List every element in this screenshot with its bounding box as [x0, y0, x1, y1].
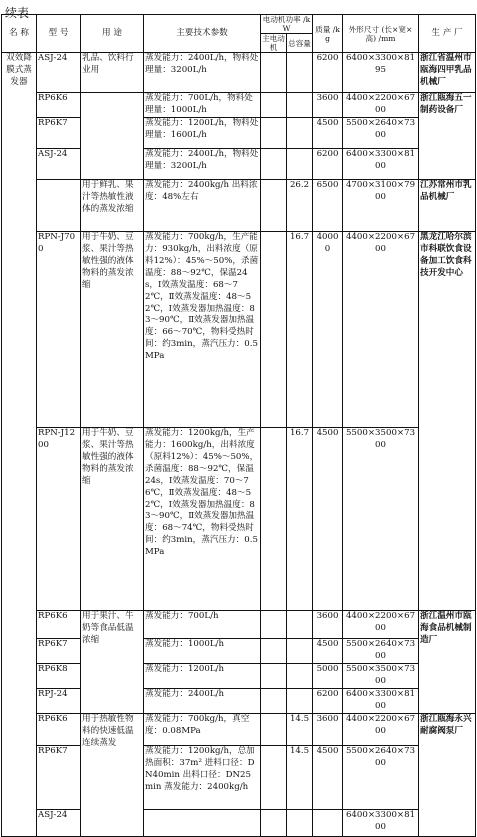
power-main-cell	[261, 689, 287, 714]
model-cell: RP6K7	[37, 118, 81, 149]
power-total-cell	[287, 53, 313, 93]
model-cell: ASJ-24	[37, 149, 81, 180]
dims-cell: 4400×2200×6700	[343, 93, 419, 118]
power-main-cell	[261, 53, 287, 93]
use-cell: 用于果汁、牛奶等食品低温浓缩	[81, 611, 144, 714]
params-cell: 蒸发能力：700L/h，物料处理量：1000L/h	[144, 93, 261, 118]
product-name-cell: 双效降膜式蒸发器	[2, 53, 37, 837]
model-cell: RP6K6	[37, 714, 81, 746]
model-cell	[37, 180, 81, 232]
model-cell: RP6K7	[37, 639, 81, 664]
spec-table	[1, 14, 476, 837]
power-main-cell	[261, 746, 287, 810]
params-cell: 蒸发能力：700L/h	[144, 611, 261, 639]
model-cell: ASJ-24	[37, 53, 81, 93]
table-row	[2, 746, 476, 810]
mass-cell: 4500	[313, 746, 343, 810]
table-row	[2, 118, 476, 149]
dims-cell: 6400×3300×8100	[343, 689, 419, 714]
dims-cell: 4400×2200×6700	[343, 714, 419, 746]
power-total-cell: 16.7	[287, 428, 313, 611]
params-cell	[144, 810, 261, 837]
params-cell: 蒸发能力：1200L/h，物料处理量：1600L/h	[144, 118, 261, 149]
header-power-main: 主电动机	[262, 34, 285, 53]
mass-cell: 3600	[313, 93, 343, 118]
params-cell: 蒸发能力：2400L/h，物料处理量：3200L/h	[144, 149, 261, 180]
table-body	[2, 53, 476, 837]
header-power-total: 总容量	[287, 34, 313, 53]
maker-cell: 黑龙江哈尔滨市科联饮食设备加工饮食科技开发中心	[419, 232, 476, 611]
dims-cell: 5500×3500×7300	[343, 428, 419, 611]
mass-cell: 6200	[313, 149, 343, 180]
params-cell: 蒸发能力：1200L/h	[144, 664, 261, 689]
power-main-cell	[261, 428, 287, 611]
power-total-cell	[287, 639, 313, 664]
table-row	[2, 428, 476, 611]
header-mass: 质量 /kg	[313, 15, 343, 53]
power-total-cell	[287, 611, 313, 639]
maker-cell: 浙江省温州市瓯海四甲乳品机械厂	[419, 53, 476, 93]
power-main-cell	[261, 810, 287, 837]
power-main-cell	[261, 149, 287, 180]
dims-cell: 6400×3300×8100	[343, 810, 419, 837]
dims-cell: 5500×2640×7300	[343, 639, 419, 664]
table-row	[2, 149, 476, 180]
use-cell: 用于牛奶、豆浆、果汁等热敏性强的液体物料的蒸发浓缩	[81, 428, 144, 611]
dims-cell: 5500×2640×7300	[343, 746, 419, 810]
mass-cell: 4500	[313, 428, 343, 611]
power-total-cell: 14.5	[287, 714, 313, 746]
power-main-cell	[261, 93, 287, 118]
model-cell: RP6K6	[37, 611, 81, 639]
mass-cell: 4500	[313, 118, 343, 149]
table-row	[2, 714, 476, 746]
dims-cell: 4400×2200×6700	[343, 232, 419, 428]
params-cell: 蒸发能力：700kg/h，生产能力：930kg/h，出料浓度（原料12%）：45%～50%，杀菌温度：88～92℃，保温24s，Ⅰ效蒸发温度：68～72℃，Ⅱ效蒸发温度：48～52℃，Ⅰ效蒸发器加热温度：83～90℃，Ⅱ效蒸发器加热温度：66～70℃，物料受热时间：约3min，蒸汽压力：0.5MPa	[144, 232, 261, 428]
params-cell: 蒸发能力：1200kg/h，生产能力：1600kg/h，出料浓度（原料12%）：45%～50%，杀菌温度：88～92℃，保温24s，Ⅰ效蒸发温度：70～76℃，Ⅱ效蒸发温度：48～52℃，Ⅰ效蒸发器加热温度：83～90℃，Ⅱ效蒸发器加热温度：68～74℃，物料受热时间：约3min，蒸汽压力：0.5MPa	[144, 428, 261, 611]
use-cell: 乳品、饮料行业用	[81, 53, 144, 93]
power-total-cell	[287, 93, 313, 118]
power-main-cell	[261, 118, 287, 149]
mass-cell: 6200	[313, 53, 343, 93]
power-total-cell	[287, 810, 313, 837]
model-cell: RPJ-24	[37, 689, 81, 714]
params-cell: 蒸发能力：2400L/h	[144, 689, 261, 714]
table-row	[2, 689, 476, 714]
maker-cell: 浙江瓯海五一制药设备厂	[419, 93, 476, 180]
maker-cell: 浙江瓯海永兴耐腐阀泵厂	[419, 714, 476, 837]
table-row	[2, 93, 476, 118]
use-cell: 用于热敏性物料的快速低温连续蒸发	[81, 714, 144, 837]
table-row	[2, 611, 476, 639]
dims-cell: 5500×2640×7300	[343, 118, 419, 149]
maker-cell: 浙江温州市瓯海食品机械制造厂	[419, 611, 476, 714]
mass-cell: 5000	[313, 664, 343, 689]
model-cell: RP6K7	[37, 746, 81, 810]
table-row	[2, 639, 476, 664]
mass-cell: 6200	[313, 689, 343, 714]
power-total-cell	[287, 118, 313, 149]
power-total-cell: 14.5	[287, 746, 313, 810]
mass-cell: 3600	[313, 611, 343, 639]
dims-cell: 5500×3500×7300	[343, 664, 419, 689]
dims-cell: 6400×3300×8195	[343, 53, 419, 93]
params-cell: 蒸发能力：1200kg/h，总加热面积：37m² 进料口径：DN40min 出料口径：DN25min 蒸发能力：2400kg/h	[144, 746, 261, 810]
power-main-cell	[261, 611, 287, 639]
mass-cell: 3600	[313, 714, 343, 746]
power-total-cell: 26.2	[287, 180, 313, 232]
mass-cell: 6500	[313, 180, 343, 232]
use-cell: 用于鲜乳、果汁等热敏性液体的蒸发浓缩	[81, 180, 144, 232]
maker-cell: 江苏常州市乳品机械厂	[419, 180, 476, 232]
power-main-cell	[261, 639, 287, 664]
mass-cell: 40000	[313, 232, 343, 428]
header-power: 电动机功率 /kW	[261, 15, 313, 34]
mass-cell	[313, 810, 343, 837]
mass-cell: 4500	[313, 639, 343, 664]
model-cell: ASJ-24	[37, 810, 81, 837]
power-main-cell	[261, 180, 287, 232]
params-cell: 蒸发能力：700kg/h，真空度：0.08MPa	[144, 714, 261, 746]
header-maker: 生 产 厂	[419, 15, 476, 53]
table-row	[2, 232, 476, 428]
power-total-cell	[287, 664, 313, 689]
model-cell: RP6K6	[37, 93, 81, 118]
header-params: 主要技术参数	[144, 15, 261, 53]
table-row	[2, 180, 476, 232]
model-cell: RPN-J700	[37, 232, 81, 428]
header-use: 用 途	[81, 15, 144, 53]
table-row	[2, 53, 476, 93]
params-cell: 蒸发能力：2400L/h，物料处理量：3200L/h	[144, 53, 261, 93]
header-dims: 外形尺寸 (长×宽×高) /mm	[343, 15, 419, 53]
params-cell: 蒸发能力：1000L/h	[144, 639, 261, 664]
power-main-cell	[261, 232, 287, 428]
continued-label: 续表	[5, 6, 30, 20]
power-total-cell: 16.7	[287, 232, 313, 428]
use-cell: 用于牛奶、豆浆、果汁等热敏性强的液体物料的蒸发浓缩	[81, 232, 144, 428]
power-total-cell	[287, 149, 313, 180]
header-name: 名 称	[2, 15, 37, 53]
dims-cell: 4700×3100×7900	[343, 180, 419, 232]
model-cell: RP6K8	[37, 664, 81, 689]
use-cell	[81, 93, 144, 180]
power-main-cell	[261, 664, 287, 689]
model-cell: RPN-J1200	[37, 428, 81, 611]
header-model: 型 号	[37, 15, 81, 53]
table-row	[2, 810, 476, 837]
dims-cell: 6400×3300×8100	[343, 149, 419, 180]
table-row	[2, 664, 476, 689]
dims-cell: 4400×2200×6700	[343, 611, 419, 639]
params-cell: 蒸发能力：2400kg/h 出料浓度：48%左右	[144, 180, 261, 232]
power-main-cell	[261, 714, 287, 746]
power-total-cell	[287, 689, 313, 714]
